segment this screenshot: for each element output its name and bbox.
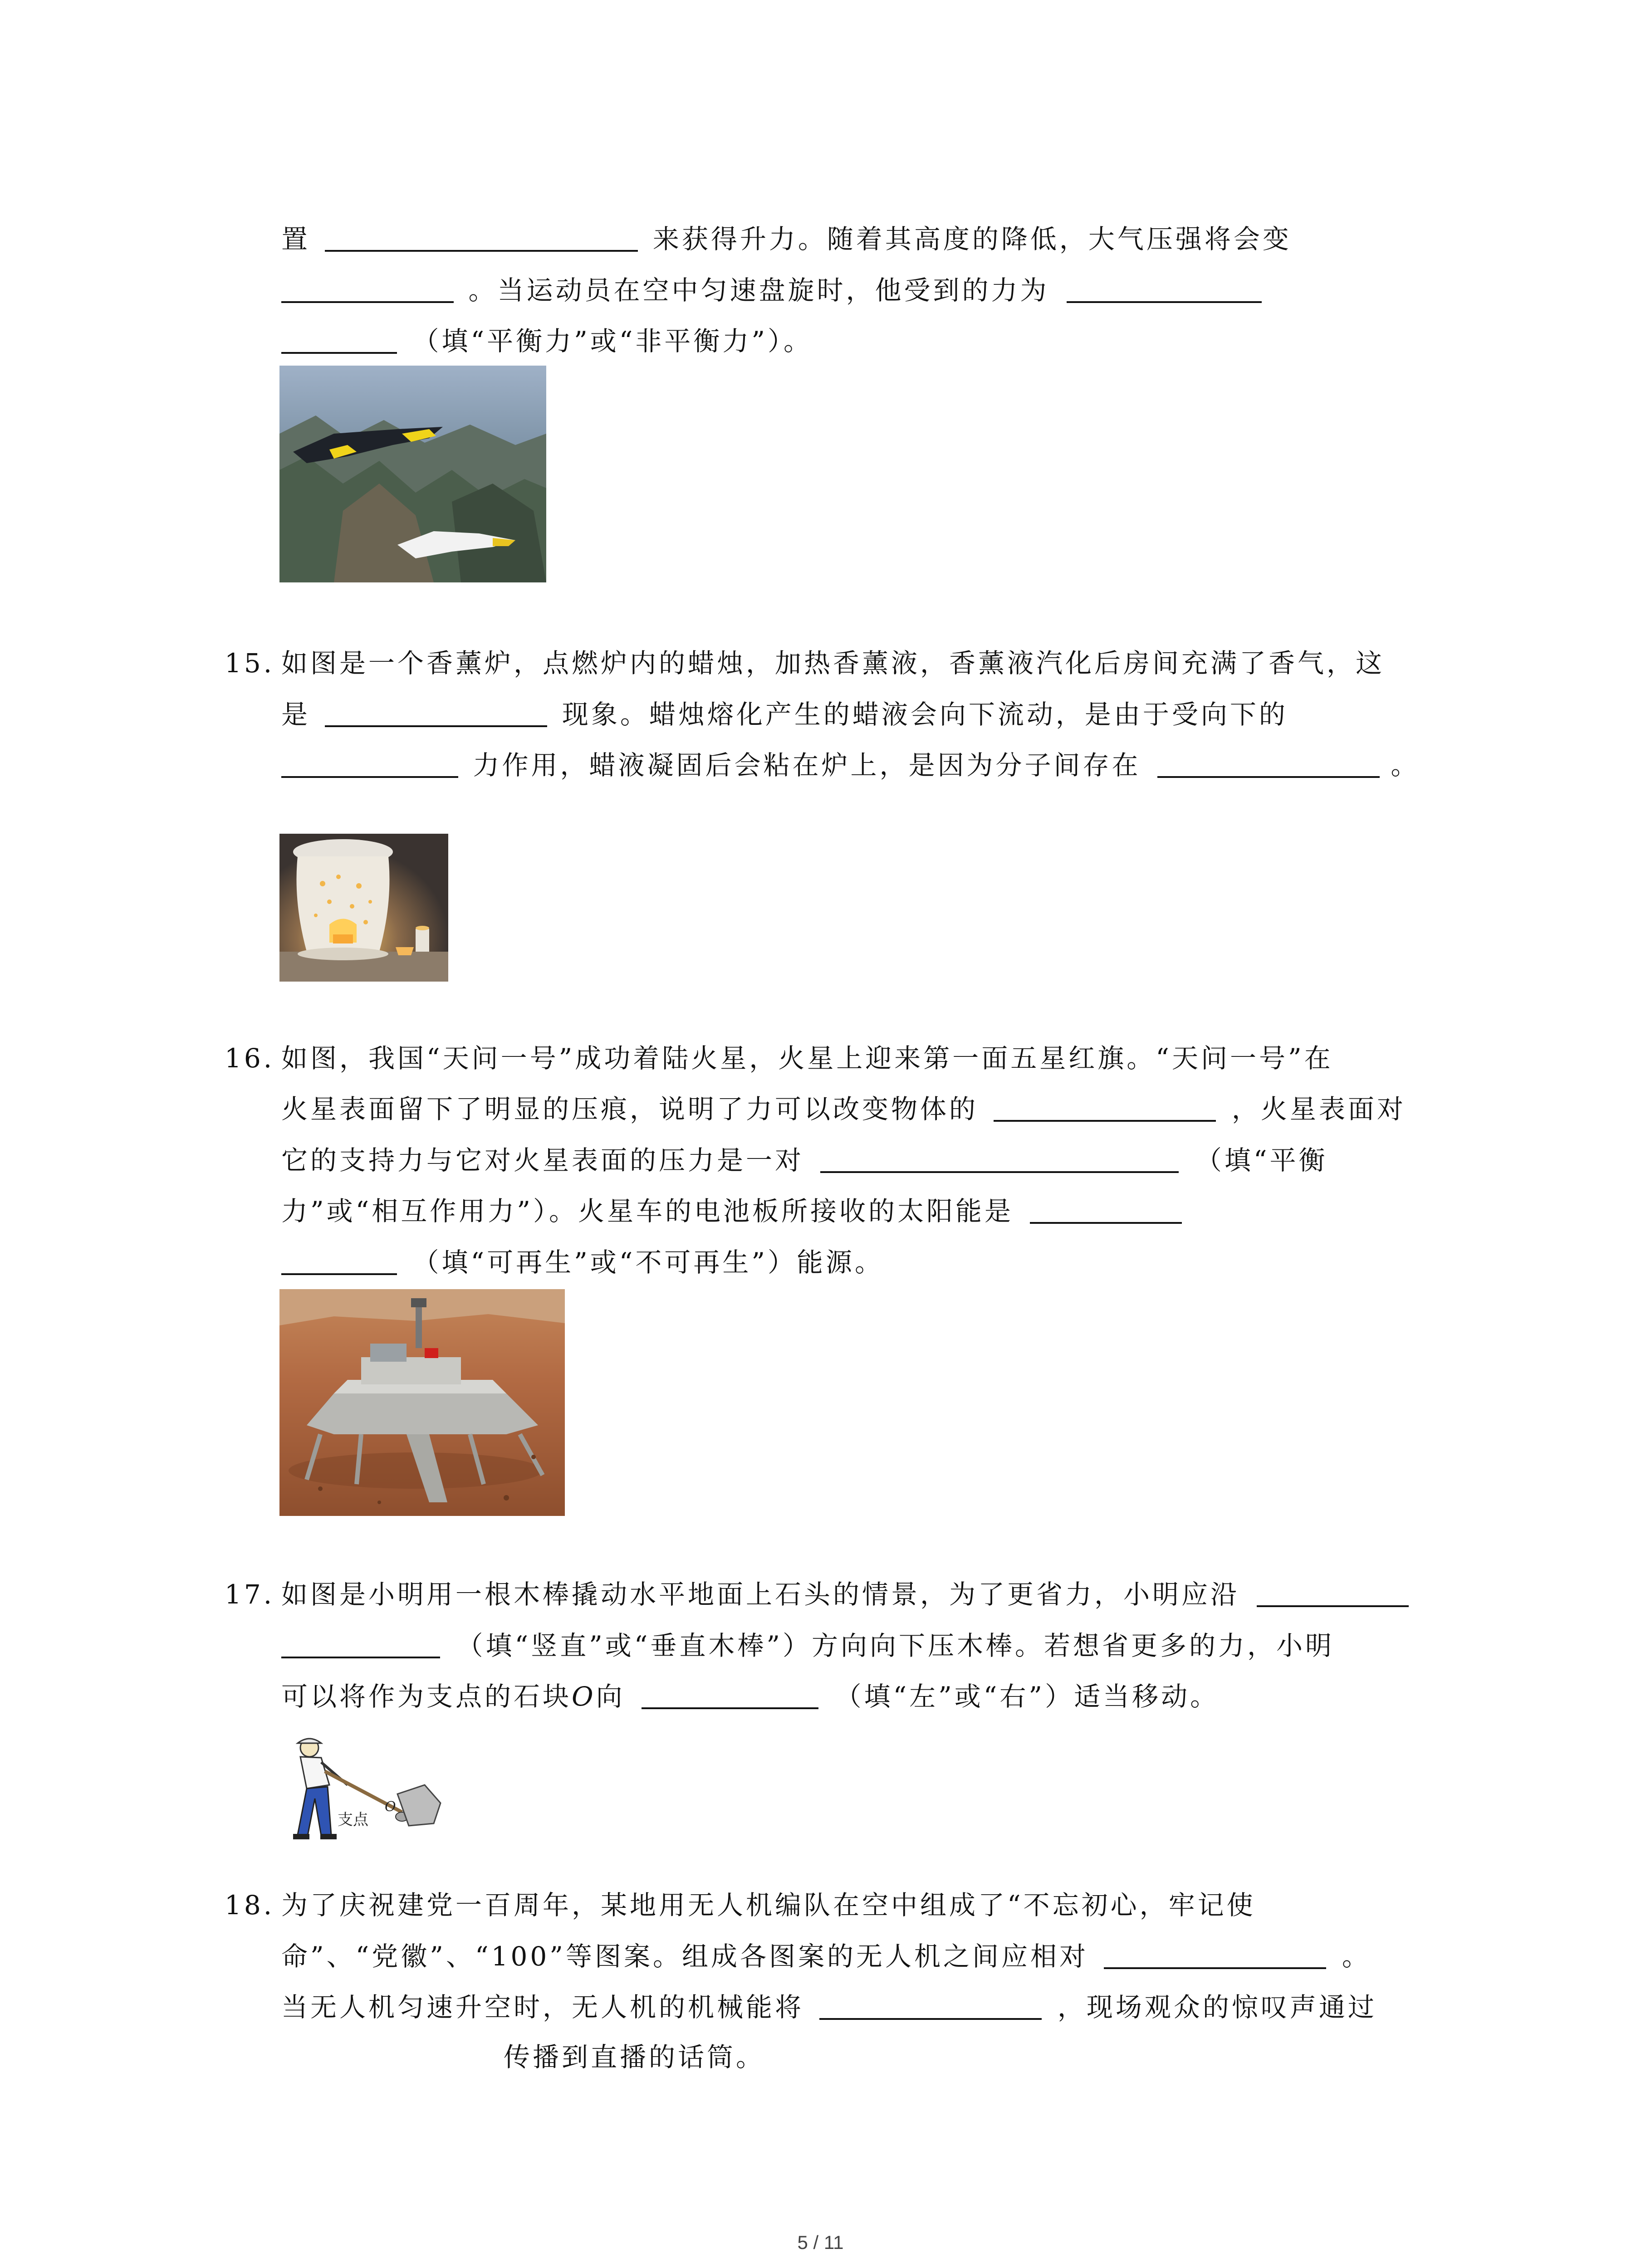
q14-line-2 [281, 272, 1262, 308]
lever-figure [279, 1735, 444, 1842]
q16-text: ，火星表面对 [1231, 1094, 1406, 1124]
answer-blank[interactable] [281, 1248, 397, 1275]
q16-line-2 [281, 1091, 1406, 1127]
answer-blank[interactable] [281, 751, 458, 778]
q15-line-1 [225, 645, 1385, 681]
answer-blank[interactable] [281, 276, 454, 303]
q18-text: 命”、“党徽”、“100”等图案。组成各图案的无人机之间应相对 [281, 1941, 1088, 1972]
page-number: 5 / 11 [797, 2232, 844, 2253]
question-number: 17. [225, 1579, 275, 1610]
q16-text: （填“平衡 [1195, 1145, 1328, 1176]
q14-text: 来获得升力。随着其高度的降低，大气压强将会变 [652, 224, 1292, 254]
q18-line-3 [281, 1989, 1377, 2025]
aroma-burner-photo [279, 834, 448, 982]
q16-line-5 [281, 1244, 884, 1281]
q17-text: 向 [596, 1681, 625, 1712]
answer-blank[interactable] [281, 327, 397, 354]
q18-text: 当无人机匀速升空时，无人机的机械能将 [281, 1992, 804, 2023]
question-number: 18. [225, 1890, 275, 1921]
answer-blank[interactable] [1030, 1197, 1182, 1224]
q15-text: 是 [281, 699, 311, 730]
q16-line-1 [225, 1040, 1333, 1076]
q15-text: 如图是一个香薰炉，点燃炉内的蜡烛，加热香薰液，香薰液汽化后房间充满了香气，这 [281, 648, 1385, 679]
question-number: 15. [225, 648, 275, 679]
mars-rover-photo [279, 1289, 565, 1516]
q15-text: 。 [1391, 750, 1420, 781]
q15-text: 现象。蜡烛熔化产生的蜡液会向下流动，是由于受向下的 [562, 699, 1288, 730]
answer-blank[interactable] [819, 1993, 1042, 2020]
q17-text: 可以将作为支点的石块 [281, 1681, 572, 1712]
q15-line-3 [281, 747, 1420, 783]
q18-line-1 [225, 1887, 1256, 1923]
q18-text: ，现场观众的惊叹声通过 [1057, 1992, 1377, 2023]
answer-blank[interactable] [325, 700, 547, 727]
q18-text: 传播到直播的话筒。 [504, 2042, 765, 2072]
q16-text: 火星表面留下了明显的压痕，说明了力可以改变物体的 [281, 1094, 979, 1124]
q18-text: 为了庆祝建党一百周年，某地用无人机编队在空中组成了“不忘初心，牢记使 [281, 1890, 1256, 1921]
q16-text: 力”或“相互作用力”）。火星车的电池板所接收的太阳能是 [281, 1196, 1014, 1227]
q16-line-3 [281, 1142, 1328, 1178]
answer-blank[interactable] [820, 1146, 1179, 1173]
q15-text: 力作用，蜡液凝固后会粘在炉上，是因为分子间存在 [473, 750, 1141, 781]
q18-line-4 [504, 2039, 765, 2075]
answer-blank[interactable] [642, 1682, 818, 1709]
q15-line-2 [281, 696, 1288, 733]
q17-text: 如图是小明用一根木棒撬动水平地面上石头的情景，为了更省力，小明应沿 [281, 1579, 1240, 1610]
q17-line-2 [281, 1628, 1334, 1664]
fulcrum-o: O [572, 1681, 596, 1712]
answer-blank[interactable] [994, 1095, 1216, 1122]
q17-line-1 [225, 1576, 1409, 1613]
wingsuit-photo [279, 366, 546, 582]
q16-text: 如图，我国“天问一号”成功着陆火星，火星上迎来第一面五星红旗。“天问一号”在 [281, 1043, 1333, 1074]
q14-line-3 [281, 323, 813, 359]
answer-blank[interactable] [1067, 276, 1262, 303]
answer-blank[interactable] [1157, 751, 1380, 778]
q17-line-3 [281, 1678, 1219, 1715]
q17-text: （填“左”或“右”）适当移动。 [835, 1681, 1220, 1712]
answer-blank[interactable] [281, 1631, 440, 1658]
q14-text: 置 [281, 224, 311, 254]
q16-text: （填“可再生”或“不可再生”）能源。 [412, 1247, 884, 1278]
q18-line-2 [281, 1938, 1371, 1975]
q17-text: （填“竖直”或“垂直木棒”）方向向下压木棒。若想省更多的力，小明 [456, 1630, 1335, 1661]
answer-blank[interactable] [325, 225, 638, 252]
q14-line-1 [281, 221, 1292, 257]
q14-text: 。当运动员在空中匀速盘旋时，他受到的力为 [468, 275, 1049, 306]
q16-line-4 [281, 1193, 1182, 1229]
fulcrum-o-label: O [385, 1799, 396, 1815]
answer-blank[interactable] [1104, 1942, 1326, 1969]
q18-text: 。 [1342, 1941, 1371, 1972]
q16-text: 它的支持力与它对火星表面的压力是一对 [281, 1145, 804, 1176]
question-number: 16. [225, 1043, 275, 1074]
answer-blank[interactable] [1257, 1580, 1409, 1607]
q14-text: （填“平衡力”或“非平衡力”）。 [412, 326, 813, 357]
fulcrum-label: 支点 [338, 1811, 368, 1828]
